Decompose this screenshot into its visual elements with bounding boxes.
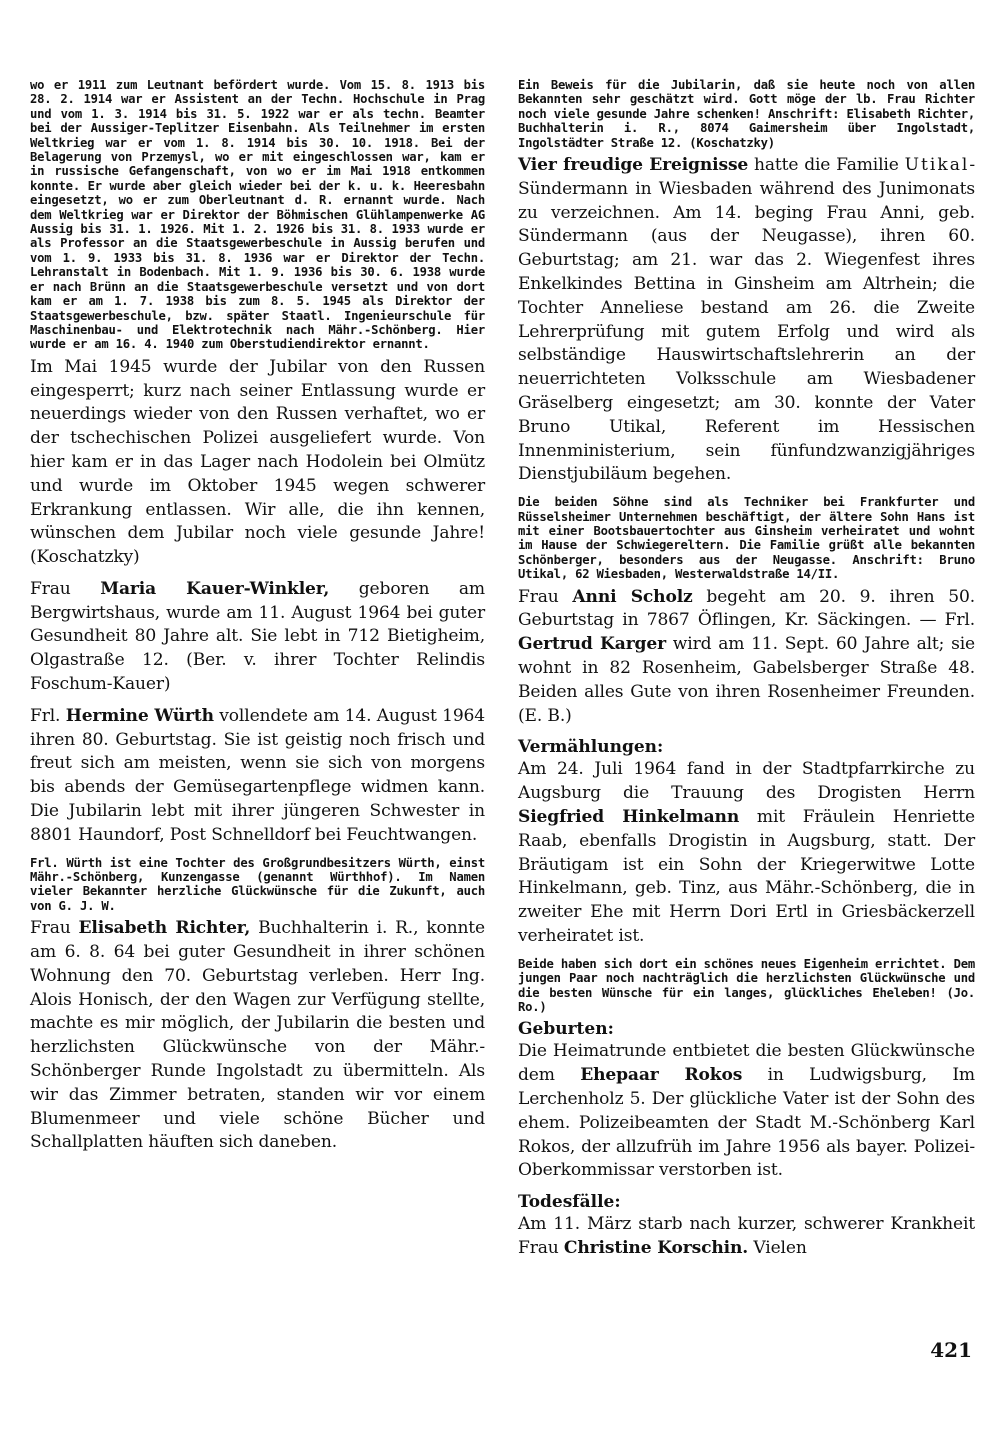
birth-paragraph <box>518 1040 975 1183</box>
utikal-paragraph <box>518 154 975 487</box>
paragraph-text: Buchhalterin i. R., konnte am 6. 8. 64 bei guter Gesundheit in ihrer schönen Wohnung den 70. Geburtstag verleben. Herr Ing. Alois Honisch, der den Wagen zur Verfügung stellte, machte es mir möglich, der Jubilarin die besten und herzlichsten Glückwünsche von der Mähr.-Schönberger Runde Ingolstadt zu übermitteln. Als wir das Zimmer betraten, standen wir vor einem Blumenmeer und viele schöne Bücher und Schallplatten häuften sich daneben. <box>30 918 485 1153</box>
birthdays-paragraph <box>518 586 975 729</box>
death-paragraph <box>518 1213 975 1261</box>
prefix: Frl. <box>30 705 66 726</box>
richter-continuation: Ein Beweis für die Jubilarin, daß sie heute noch von allen Bekannten sehr geschätzt wird. Gott möge der lb. Frau Richter noch viele gesunde Jahre schenken! Anschrift: Elisabeth Richter, Buchhalterin i. R., 8074 Gaimersheim über Ingolstadt, Ingolstädter Straße 12. (Koschatzky) <box>518 78 975 150</box>
paragraph-text: wird am 11. Sept. 60 Jahre alt; sie wohnt in 82 Rosenheim, Gabelsberger Straße 48. Beiden alles Gute von ihren Rosenheimer Freunden. (E. B.) <box>518 634 975 726</box>
kauer-winkler-paragraph <box>30 578 485 697</box>
person-name: Hermine Würth <box>65 705 214 726</box>
page-number: 421 <box>930 1338 972 1362</box>
section-heading-geburten: Geburten: <box>518 1019 614 1040</box>
page <box>30 78 975 1368</box>
family-name: Utikal <box>904 155 970 176</box>
paragraph-text: -Sündermann in Wiesbaden während des Junimonats zu verzeichnen. Am 14. beging Frau Anni, geb. Sündermann (aus der Neugasse), ihren 60. Geburtstag; am 21. war das 2. Wiegenfest ihres Enkelkindes Bettina in Ginsheim am Altrhein; die Tochter Anneliese bestand am 26. die Zweite Lehrerprüfung mit gutem Erfolg und wird als selbständige Hauswirtschaftslehrerin an der neuerrichteten Volksschule am Wiesbadener Gräselberg eingesetzt; am 30. konnte der Vater Bruno Utikal, Referent im Hessischen Innenministerium, sein fünfundzwanzigjähriges Dienstjubiläum begehen. <box>518 155 975 485</box>
richter-paragraph <box>30 917 485 1155</box>
paragraph-text: begeht am 20. 9. ihren 50. Geburtstag in 7867 Öflingen, Kr. Säckingen. — Frl. <box>518 586 975 631</box>
person-name: Gertrud Karger <box>518 634 666 655</box>
paragraph-text: hatte die Familie <box>748 155 905 176</box>
section-heading-vermaehlungen: Vermählungen: <box>518 737 664 758</box>
prefix: Frau <box>30 578 101 599</box>
left-column <box>30 78 485 1163</box>
paragraph-text: Die Heimatrunde entbietet die besten Glückwünsche dem <box>518 1041 975 1086</box>
lead-phrase: Vier freudige Ereignisse <box>518 155 749 176</box>
person-name: Anni Scholz <box>572 586 693 607</box>
right-column <box>518 78 975 1269</box>
biography-paragraph: wo er 1911 zum Leutnant befördert wurde. Vom 15. 8. 1913 bis 28. 2. 1914 war er Assistent an der Techn. Hochschule in Prag und vom 1. 3. 1914 bis 31. 5. 1922 war er als techn. Beamter bei der Aussiger-Teplitzer Eisenbahn. Als Teilnehmer im ersten Weltkrieg war er vom 1. 8. 1914 bis 30. 10. 1918. Bei der Belagerung von Przemysl, wo er mit eingeschlossen war, kam er in russische Gefangenschaft, von wo er im Mai 1918 entkommen konnte. Er wurde aber gleich wieder bei der k. u. k. Heeresbahn eingesetzt, wo er zum Oberleutnant d. R. ernannt wurde. Nach dem Weltkrieg war er Direktor der Böhmischen Glühlampenwerke AG Aussig bis 31. 1. 1926. Mit 1. 2. 1926 bis 31. 8. 1933 wurde er als Professor an die Staatsgewerbeschule in Aussig berufen und vom 1. 9. 1933 bis 31. 8. 1936 war er Direktor der Techn. Lehranstalt in Bodenbach. Mit 1. 9. 1936 bis 30. 6. 1938 wurde er nach Brünn an die Staatsgewerbeschule versetzt und von dort kam er am 1. 7. 1938 bis zum 8. 5. 1945 als Direktor der Staatsgewerbeschule, bzw. später Staatl. Ingenieurschule für Maschinenbau- und Elektrotechnik nach Mähr.-Schönberg. Hier wurde er am 16. 4. 1940 zum Oberstudiendirektor ernannt. <box>30 78 485 352</box>
prefix: Frau <box>518 586 573 607</box>
paragraph-text: in Ludwigsburg, Im Lerchenholz 5. Der glückliche Vater ist der Sohn des ehem. Polizeibeamten der Stadt M.-Schönberg Karl Rokos, der allzufrüh im Jahre 1956 als bayer. Polizei-Oberkommissar verstorben ist. <box>518 1065 975 1181</box>
person-name: Maria Kauer-Winkler, <box>100 578 330 599</box>
paragraph-text: Am 11. März starb nach kurzer, schwerer Krankheit Frau <box>518 1214 975 1258</box>
paragraph-text: mit Fräulein Henriette Raab, ebenfalls Drogistin in Augsburg, statt. Der Bräutigam ist ein Sohn der Kriegerwitwe Lotte Hinkelmann, geb. Tinz, aus Mähr.-Schönberg, die in zweiter Ehe mit Herrn Dori Ertl in Griesbäckerzell verheiratet ist. <box>518 807 975 946</box>
wuerth-note: Frl. Würth ist eine Tochter des Großgrundbesitzers Würth, einst Mähr.-Schönberg, Kunzengasse (genannt Würthhof). Im Namen vieler Bekannter herzliche Glückwünsche für die Zukunft, auch von G. J. W. <box>30 855 485 913</box>
jubilee-paragraph: Im Mai 1945 wurde der Jubilar von den Russen eingesperrt; kurz nach seiner Entlassung wurde er neuerdings wieder von den Russen verhaftet, wo er der tschechischen Polizei ausgeliefert wurde. Von hier kam er in das Lager nach Hodolein bei Olmütz und wurde im Oktober 1945 wegen schwerer Erkrankung entlassen. Wir alle, die ihn kennen, wünschen dem Jubilar noch viele gesunde Jahre! (Koschatzky) <box>30 356 485 568</box>
wedding-note: Beide haben sich dort ein schönes neues Eigenheim errichtet. Dem jungen Paar noch nachträglich die herzlichsten Glückwünsche und die besten Wünsche für ein langes, glückliches Eheleben! (Jo. Ro.) <box>518 956 975 1014</box>
paragraph-text: geboren am Bergwirtshaus, wurde am 11. August 1964 bei guter Gesundheit 80 Jahre alt. Sie lebt in 712 Bietigheim, Olgastraße 12. (Ber. v. ihrer Tochter Relindis Foschum-Kauer) <box>30 578 485 695</box>
section-heading-todesfaelle: Todesfälle: <box>518 1192 621 1213</box>
paragraph-text: Vielen <box>748 1237 807 1258</box>
person-name: Elisabeth Richter, <box>78 918 251 939</box>
person-name: Ehepaar Rokos <box>580 1065 743 1086</box>
prefix: Frau <box>30 918 79 939</box>
paragraph-text: vollendete am 14. August 1964 ihren 80. Geburtstag. Sie ist geistig noch frisch und freut sich am meisten, wenn sie sich von morgens bis abends der Gemüsegartenpflege widmen kann. Die Jubilarin lebt mit ihrer jüngeren Schwester in 8801 Haundorf, Post Schnelldorf bei Feuchtwangen. <box>30 705 485 845</box>
paragraph-text: Am 24. Juli 1964 fand in der Stadtpfarrkirche zu Augsburg die Trauung des Drogisten Herrn <box>518 759 975 804</box>
utikal-note: Die beiden Söhne sind als Techniker bei Frankfurter und Rüsselsheimer Unternehmen beschäftigt, der ältere Sohn Hans ist mit einer Bootsbauertochter aus Ginsheim verheiratet und wohnt im Hause der Schwiegereltern. Die Familie grüßt alle bekannten Schönberger, besonders aus der Neugasse. Anschrift: Bruno Utikal, 62 Wiesbaden, Westerwaldstraße 14/II. <box>518 495 975 582</box>
person-name: Siegfried Hinkelmann <box>518 807 740 827</box>
wuerth-paragraph <box>30 705 485 848</box>
person-name: Christine Korschin. <box>563 1237 749 1258</box>
wedding-paragraph <box>518 758 975 948</box>
